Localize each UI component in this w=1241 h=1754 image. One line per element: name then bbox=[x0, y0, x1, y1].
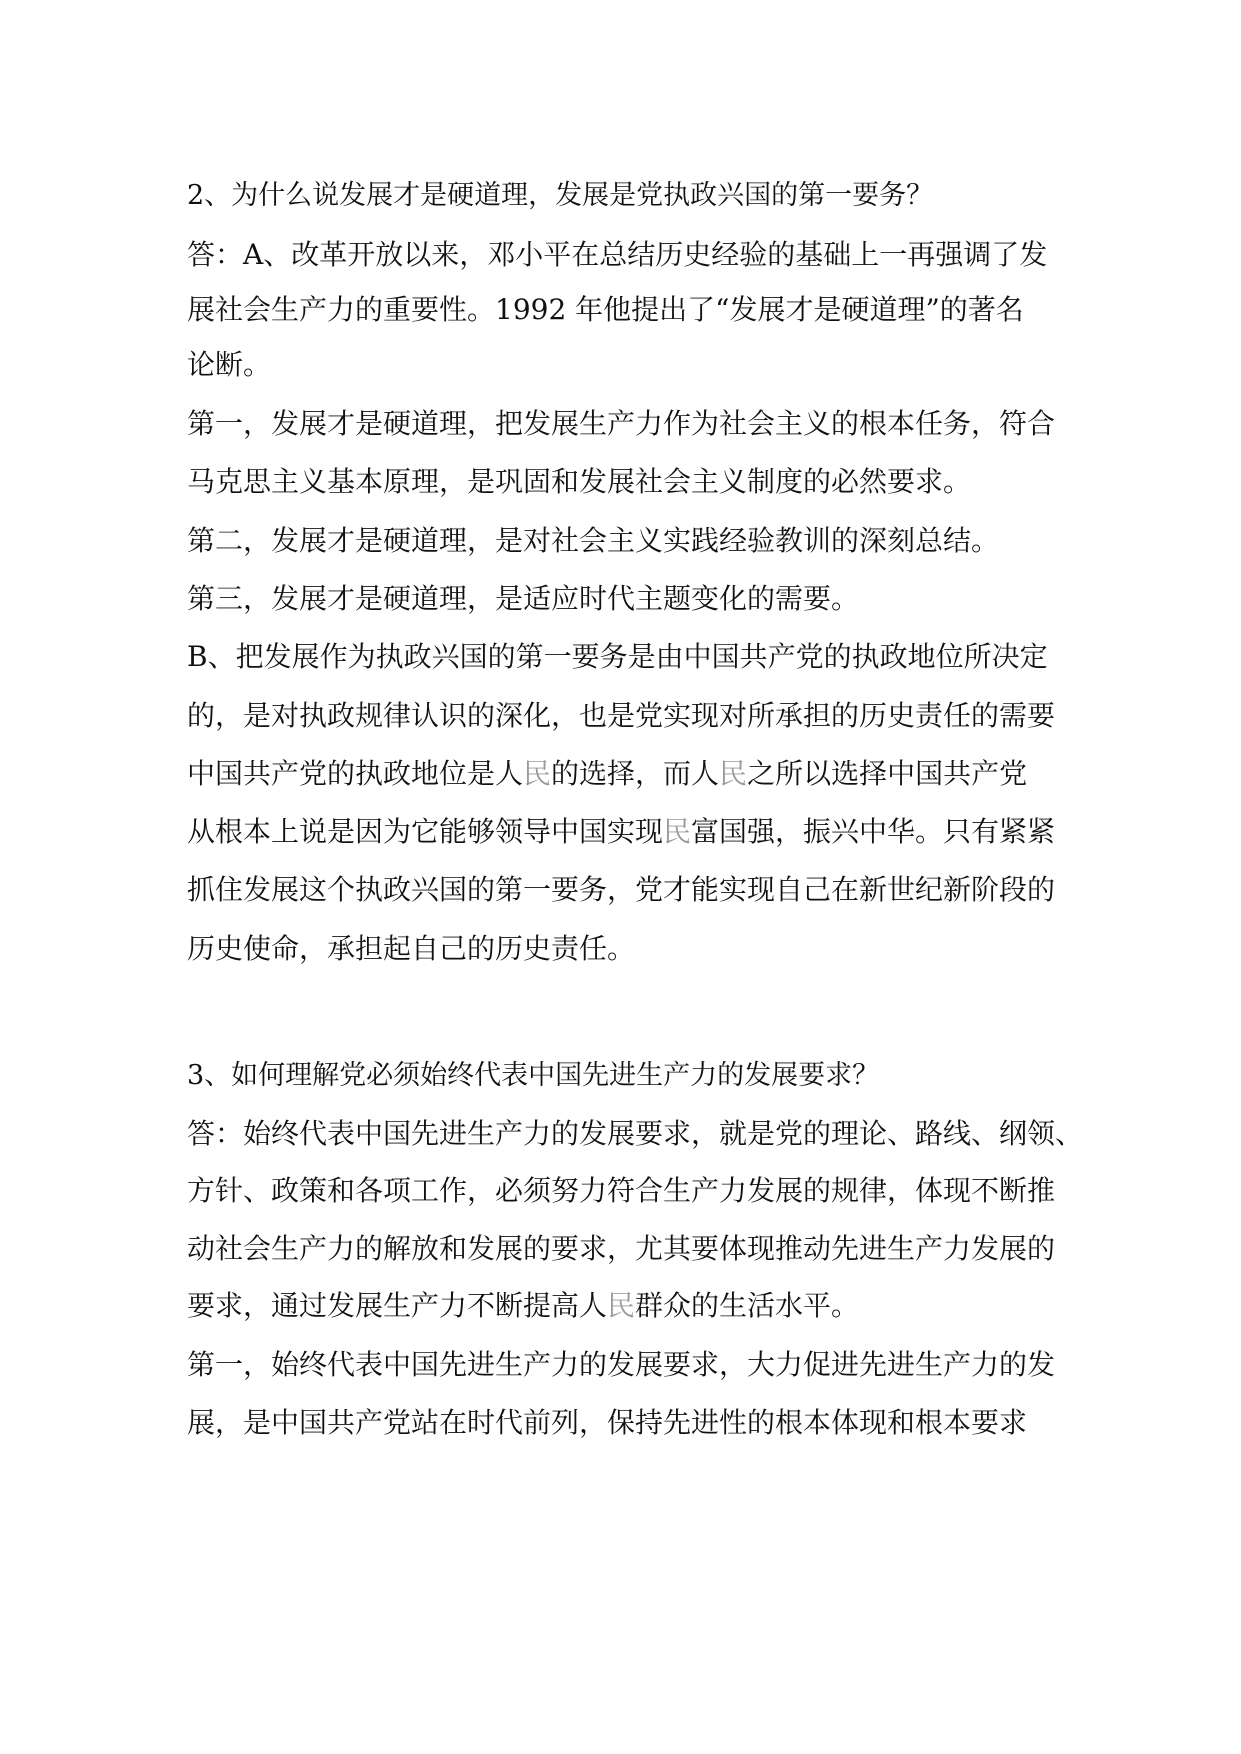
paragraph-line: 的，是对执政规律认识的深化，也是党实现对所承担的历史责任的需要 bbox=[187, 699, 1056, 732]
paragraph-line bbox=[187, 812, 1055, 852]
paragraph-line: 抓住发展这个执政兴国的第一要务，党才能实现自己在新世纪新阶段的 bbox=[187, 873, 1056, 906]
paragraph-line: 第二，发展才是硬道理，是对社会主义实践经验教训的深刻总结。 bbox=[187, 524, 1000, 557]
text-run: 富国强，振兴中华。只有紧紧 bbox=[691, 815, 1056, 848]
answer-line: 方针、政策和各项工作，必须努力符合生产力发展的规律，体现不断推 bbox=[187, 1174, 1056, 1207]
question-2-title: 2、为什么说发展才是硬道理，发展是党执政兴国的第一要务？ bbox=[187, 180, 934, 211]
paragraph-line: 第一，始终代表中国先进生产力的发展要求，大力促进先进生产力的发 bbox=[187, 1348, 1056, 1381]
faded-character: 民 bbox=[523, 757, 552, 790]
text-run: 要求，通过发展生产力不断提高人 bbox=[187, 1289, 608, 1322]
paragraph-line: 历史使命，承担起自己的历史责任。 bbox=[187, 932, 636, 965]
answer-line: 展社会生产力的重要性。1992 年他提出了“发展才是硬道理”的著名 bbox=[187, 293, 1024, 326]
text-run: 中国共产党的执政地位是人 bbox=[187, 757, 524, 790]
faded-character: 民 bbox=[663, 815, 692, 848]
faded-character: 民 bbox=[607, 1289, 636, 1322]
answer-line: 论断。 bbox=[187, 348, 272, 381]
paragraph-line: 马克思主义基本原理，是巩固和发展社会主义制度的必然要求。 bbox=[187, 465, 972, 498]
paragraph-line bbox=[187, 754, 1027, 794]
answer-line: 答：A、改革开放以来，邓小平在总结历史经验的基础上一再强调了发 bbox=[187, 238, 1048, 271]
answer-line: 动社会生产力的解放和发展的要求，尤其要体现推动先进生产力发展的 bbox=[187, 1232, 1056, 1265]
paragraph-line: B、把发展作为执政兴国的第一要务是由中国共产党的执政地位所决定 bbox=[187, 640, 1048, 673]
text-run: 之所以选择中国共产党 bbox=[747, 757, 1028, 790]
text-run: 群众的生活水平。 bbox=[635, 1289, 860, 1322]
faded-character: 民 bbox=[719, 757, 748, 790]
paragraph-line: 第三，发展才是硬道理，是适应时代主题变化的需要。 bbox=[187, 582, 860, 615]
answer-line bbox=[187, 1286, 859, 1326]
text-run: 的选择，而人 bbox=[551, 757, 720, 790]
paragraph-line: 展，是中国共产党站在时代前列，保持先进性的根本体现和根本要求 bbox=[187, 1406, 1028, 1439]
answer-line: 答：始终代表中国先进生产力的发展要求，就是党的理论、路线、纲领、 bbox=[187, 1117, 1084, 1150]
text-run: 从根本上说是因为它能够领导中国实现 bbox=[187, 815, 664, 848]
question-3-title: 3、如何理解党必须始终代表中国先进生产力的发展要求？ bbox=[187, 1060, 880, 1091]
paragraph-line: 第一，发展才是硬道理，把发展生产力作为社会主义的根本任务，符合 bbox=[187, 407, 1056, 440]
